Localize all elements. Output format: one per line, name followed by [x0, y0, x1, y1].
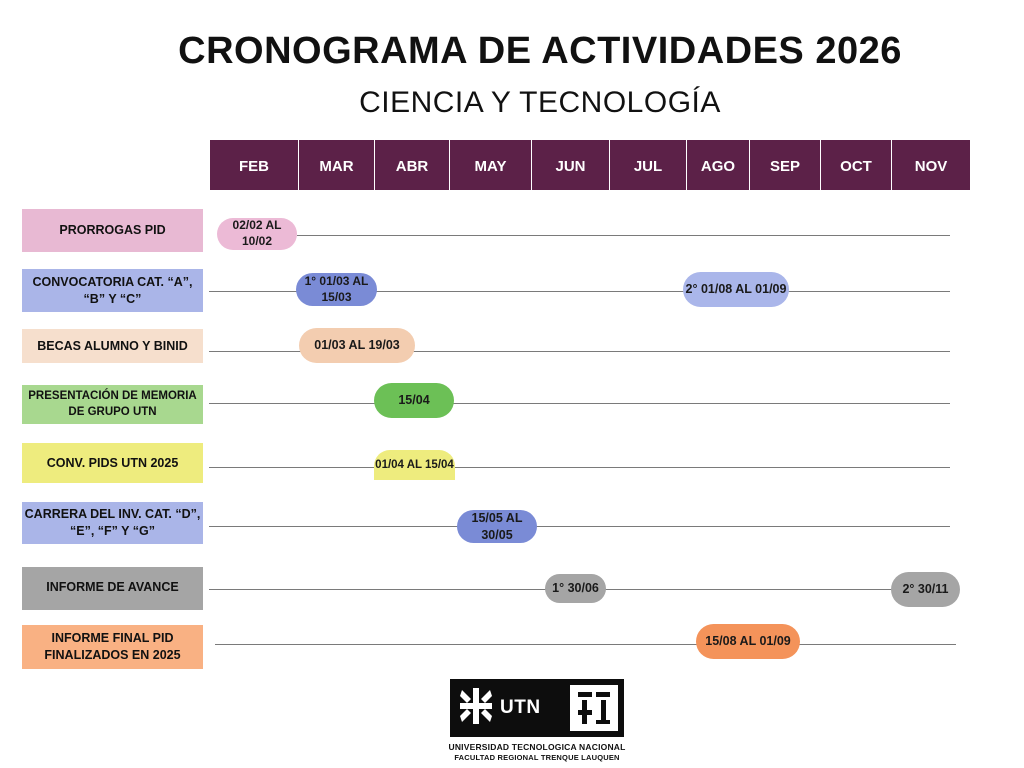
month-abr: ABR — [374, 140, 449, 190]
logo-text: UTN — [500, 697, 541, 718]
event-pill: 01/03 AL 19/03 — [299, 328, 415, 363]
month-may: MAY — [449, 140, 531, 190]
row-label-carrera: CARRERA DEL INV. CAT. “D”, “E”, “F” Y “G” — [22, 502, 203, 544]
event-pill: 2° 01/08 AL 01/09 — [683, 272, 789, 307]
row-label-becas: BECAS ALUMNO Y BINID — [22, 329, 203, 363]
month-jun: JUN — [531, 140, 609, 190]
timeline-line — [297, 235, 950, 236]
logo-faculty-name: FACULTAD REGIONAL TRENQUE LAUQUEN — [454, 753, 620, 762]
month-oct: OCT — [820, 140, 891, 190]
logo-university-name: UNIVERSIDAD TECNOLOGICA NACIONAL — [448, 742, 626, 752]
row-label-conv-pids: CONV. PIDS UTN 2025 — [22, 443, 203, 483]
event-pill: 15/04 — [374, 383, 454, 418]
event-pill: 1° 01/03 AL 15/03 — [296, 273, 377, 306]
month-mar: MAR — [298, 140, 374, 190]
month-sep: SEP — [749, 140, 820, 190]
row-label-convocatoria: CONVOCATORIA CAT. “A”, “B” Y “C” — [22, 269, 203, 312]
event-pill: 2° 30/11 — [891, 572, 960, 607]
frtl-emblem-icon — [570, 685, 618, 731]
page-subtitle: CIENCIA Y TECNOLOGÍA — [359, 86, 721, 119]
utn-logo — [450, 679, 624, 737]
timeline-line — [215, 644, 956, 645]
month-ago: AGO — [686, 140, 749, 190]
row-label-informe-final: INFORME FINAL PID FINALIZADOS EN 2025 — [22, 625, 203, 669]
utn-emblem-icon — [458, 686, 494, 731]
timeline-line — [209, 467, 950, 468]
event-pill: 15/05 AL 30/05 — [457, 510, 537, 543]
timeline-line — [209, 403, 950, 404]
event-pill: 1° 30/06 — [545, 574, 606, 603]
page-title: CRONOGRAMA DE ACTIVIDADES 2026 — [178, 30, 902, 72]
month-jul: JUL — [609, 140, 686, 190]
event-pill: 01/04 AL 15/04 — [374, 450, 455, 480]
logo-left — [450, 679, 541, 737]
month-feb: FEB — [209, 140, 298, 190]
month-nov: NOV — [891, 140, 970, 190]
timeline-line — [209, 526, 950, 527]
row-label-informe-avance: INFORME DE AVANCE — [22, 567, 203, 610]
event-pill: 15/08 AL 01/09 — [696, 624, 800, 659]
event-pill: 02/02 AL 10/02 — [217, 218, 297, 250]
row-label-prorrogas: PRORROGAS PID — [22, 209, 203, 252]
row-label-memoria: PRESENTACIÓN DE MEMORIA DE GRUPO UTN — [22, 385, 203, 424]
